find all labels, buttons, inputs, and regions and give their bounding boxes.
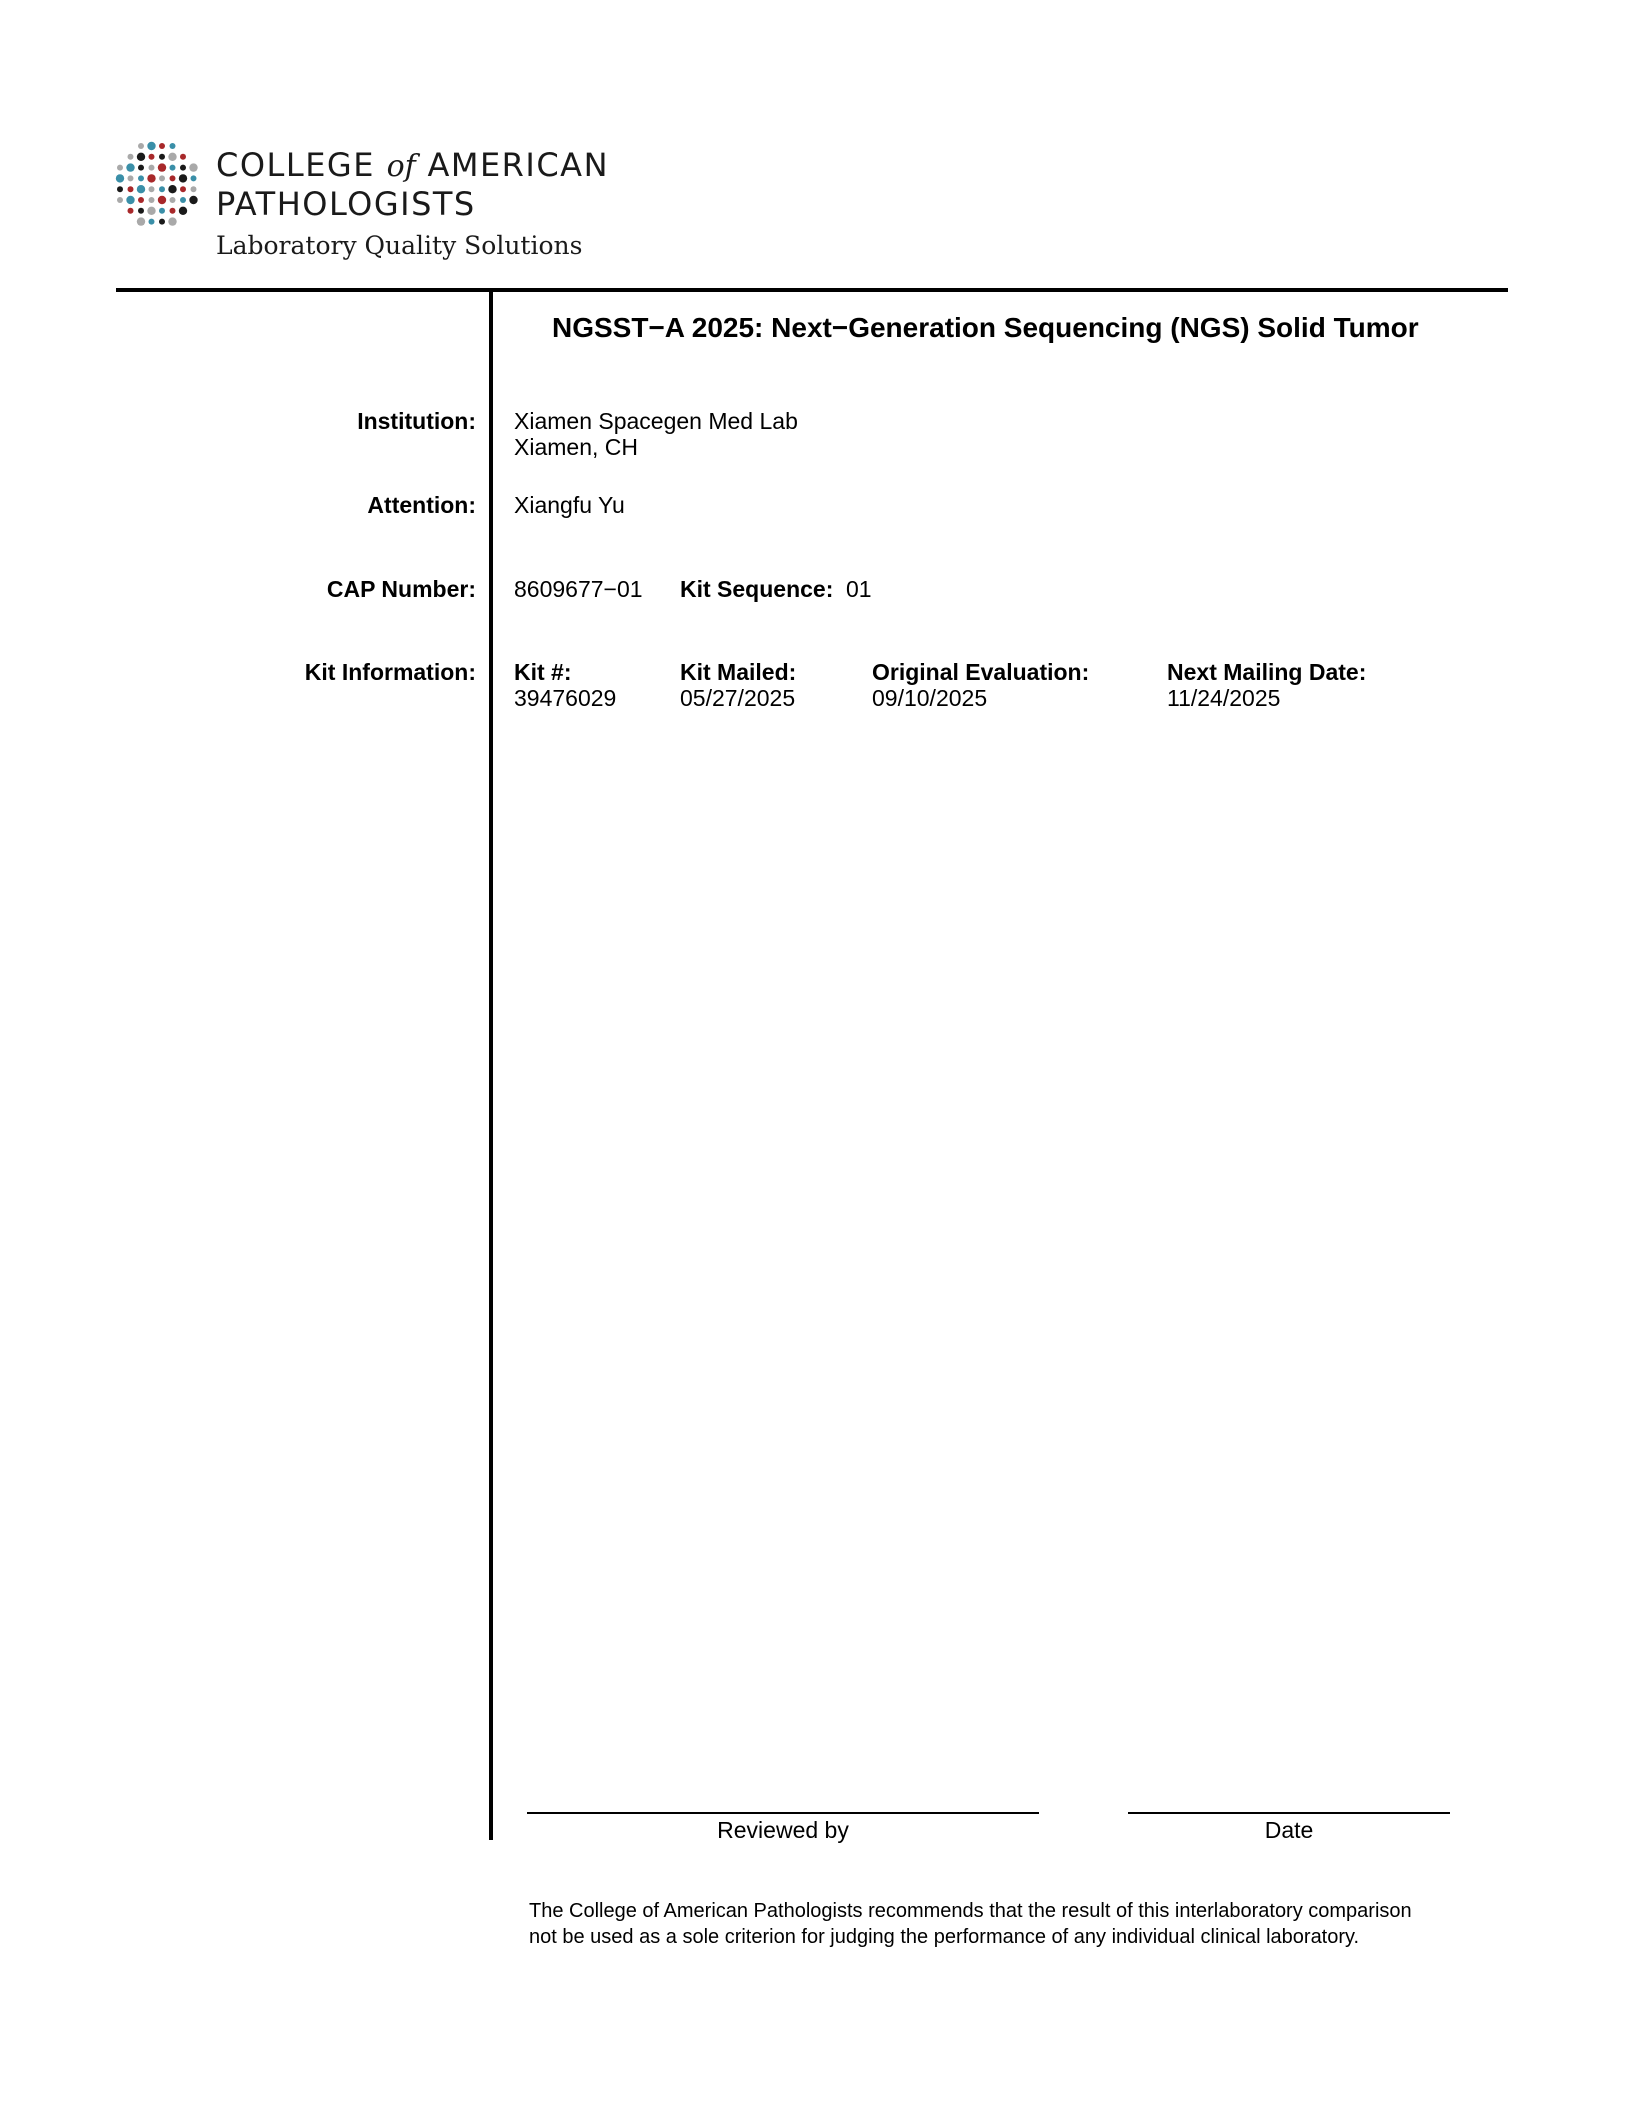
original-evaluation-value: 09/10/2025 [872, 685, 988, 711]
attention-value: Xiangfu Yu [514, 492, 625, 518]
kit-sequence-value: 01 [846, 576, 872, 602]
kit-number-label: Kit #: [514, 659, 572, 685]
kit-mailed-value: 05/27/2025 [680, 685, 796, 711]
logo-text-pathologists: PATHOLOGISTS [216, 185, 476, 223]
institution-label: Institution: [357, 408, 476, 434]
kit-information-label: Kit Information: [304, 659, 476, 685]
column-divider [489, 290, 493, 1840]
disclaimer-line-2: not be used as a sole criterion for judging the performance of any individual clinical laboratory. [529, 1926, 1360, 1948]
original-evaluation-label: Original Evaluation: [872, 659, 1090, 685]
next-mailing-date-value: 11/24/2025 [1167, 685, 1281, 711]
date-caption: Date [1264, 1817, 1314, 1843]
cap-number-value: 8609677−01 [514, 576, 643, 602]
disclaimer-line-1: The College of American Pathologists recommends that the result of this interlaboratory comparison [529, 1900, 1412, 1922]
cap-number-label: CAP Number: [326, 576, 476, 602]
attention-label: Attention: [367, 492, 476, 518]
header-divider [116, 288, 1508, 292]
cap-logo-dots-icon [114, 140, 198, 228]
kit-mailed-label: Kit Mailed: [680, 659, 797, 685]
next-mailing-date-label: Next Mailing Date: [1167, 659, 1367, 685]
reviewed-by-line [527, 1812, 1039, 1814]
logo-text-college: COLLEGE of AMERICAN [216, 146, 609, 184]
date-line [1128, 1812, 1450, 1814]
logo-tagline: Laboratory Quality Solutions [216, 231, 583, 260]
institution-name: Xiamen Spacegen Med Lab [514, 408, 798, 434]
institution-location: Xiamen, CH [514, 434, 638, 460]
disclaimer [529, 1898, 1529, 1950]
kit-number-value: 39476029 [514, 685, 617, 711]
kit-sequence-label: Kit Sequence: [680, 576, 834, 602]
document-title: NGSST−A 2025: Next−Generation Sequencing (NGS) Solid Tumor [552, 312, 1419, 343]
reviewed-by-caption: Reviewed by [717, 1817, 849, 1843]
